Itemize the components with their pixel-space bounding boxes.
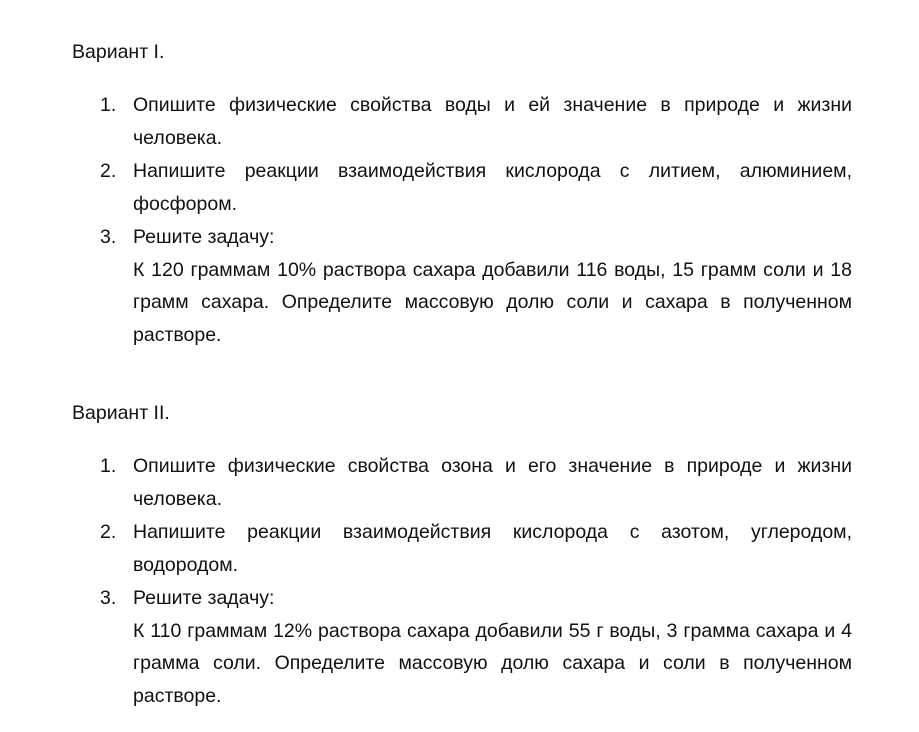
task-text: Решите задачу: (133, 587, 275, 609)
task-list (0, 89, 919, 351)
task-number: 1. (100, 94, 117, 116)
variant-title: Вариант II. (72, 402, 170, 424)
task-number: 3. (100, 226, 117, 248)
task-list (0, 450, 919, 712)
task-number: 3. (100, 587, 117, 609)
task-text: Напишите реакции взаимодействия кислорода с азотом, углеродом, водородом. (133, 521, 852, 576)
task-item (0, 155, 919, 220)
task-item (0, 89, 919, 154)
problem-statement: К 120 граммам 10% раствора сахара добавили 116 воды, 15 грамм соли и 18 грамм сахара. Определите массовую долю соли и сахара в полученном растворе. (133, 258, 852, 346)
task-item (0, 582, 919, 712)
task-item (0, 450, 919, 515)
task-text: Опишите физические свойства воды и ей значение в природе и жизни человека. (133, 94, 852, 149)
variant-title: Вариант I. (72, 41, 165, 63)
problem-statement: К 110 граммам 12% раствора сахара добавили 55 г воды, 3 грамма сахара и 4 грамма соли. Определите массовую долю сахара и соли в полученном растворе. (133, 619, 852, 707)
task-text: Решите задачу: (133, 226, 275, 248)
task-text: Опишите физические свойства озона и его значение в природе и жизни человека. (133, 455, 852, 510)
task-text: Напишите реакции взаимодействия кислорода с литием, алюминием, фосфором. (133, 160, 852, 215)
task-item (0, 516, 919, 581)
task-number: 2. (100, 160, 117, 182)
task-number: 2. (100, 521, 117, 543)
task-item (0, 221, 919, 351)
task-number: 1. (100, 455, 117, 477)
